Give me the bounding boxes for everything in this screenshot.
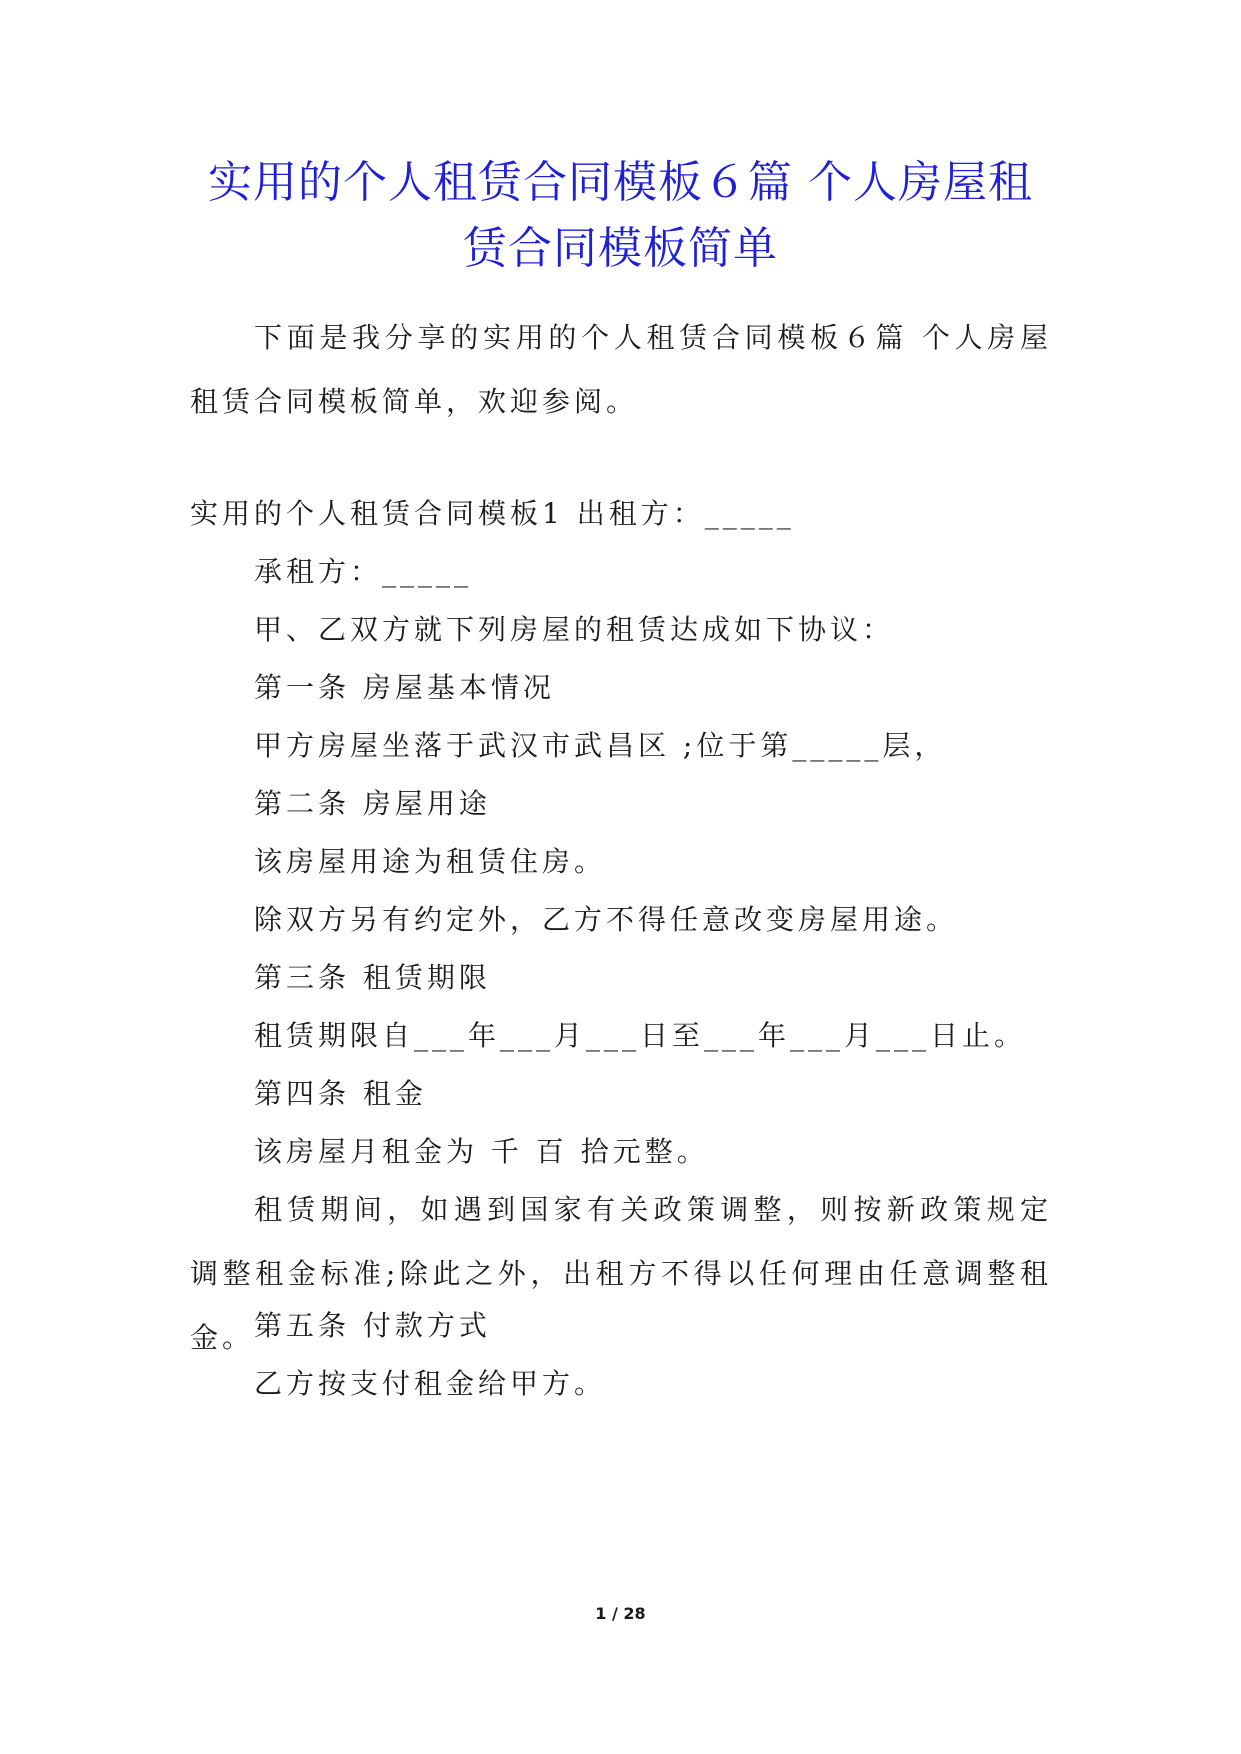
article-5-heading: 第五条 付款方式	[254, 1309, 491, 1342]
title-line-2: 赁合同模板简单	[463, 223, 778, 274]
article-4-heading: 第四条 租金	[254, 1077, 427, 1110]
document-title	[150, 150, 1091, 282]
article-1-heading: 第一条 房屋基本情况	[254, 671, 555, 704]
article-2-text-2: 除双方另有约定外，乙方不得任意改变房屋用途。	[254, 903, 959, 936]
contract-heading-line: 实用的个人租赁合同模板1 出租方：_____	[190, 497, 795, 530]
article-3-text: 租赁期限自___年___月___日至___年___月___日止。	[254, 1019, 1027, 1052]
article-2-heading: 第二条 房屋用途	[254, 787, 491, 820]
article-1-text: 甲方房屋坐落于武汉市武昌区 ;位于第_____层，	[254, 729, 947, 762]
lessee-line: 承租方：_____	[254, 555, 473, 588]
article-5-text: 乙方按支付租金给甲方。	[254, 1367, 607, 1400]
page-number: 1 / 28	[595, 1604, 646, 1623]
article-4-text-2: 租赁期间，如遇到国家有关政策调整，则按新政策规定调整租金标准;除此之外，出租方不得以任何理由任意调整租金。	[190, 1193, 1052, 1354]
intro-paragraph: 下面是我分享的实用的个人租赁合同模板６篇 个人房屋租赁合同模板简单，欢迎参阅。	[190, 321, 1052, 418]
article-4-text-1: 该房屋月租金为 千 百 拾元整。	[254, 1135, 709, 1168]
title-line-1: 实用的个人租赁合同模板６篇 个人房屋租	[208, 157, 1033, 208]
article-2-text-1: 该房屋用途为租赁住房。	[254, 845, 607, 878]
article-3-heading: 第三条 租赁期限	[254, 961, 491, 994]
agreement-intro: 甲、乙双方就下列房屋的租赁达成如下协议：	[254, 613, 895, 646]
